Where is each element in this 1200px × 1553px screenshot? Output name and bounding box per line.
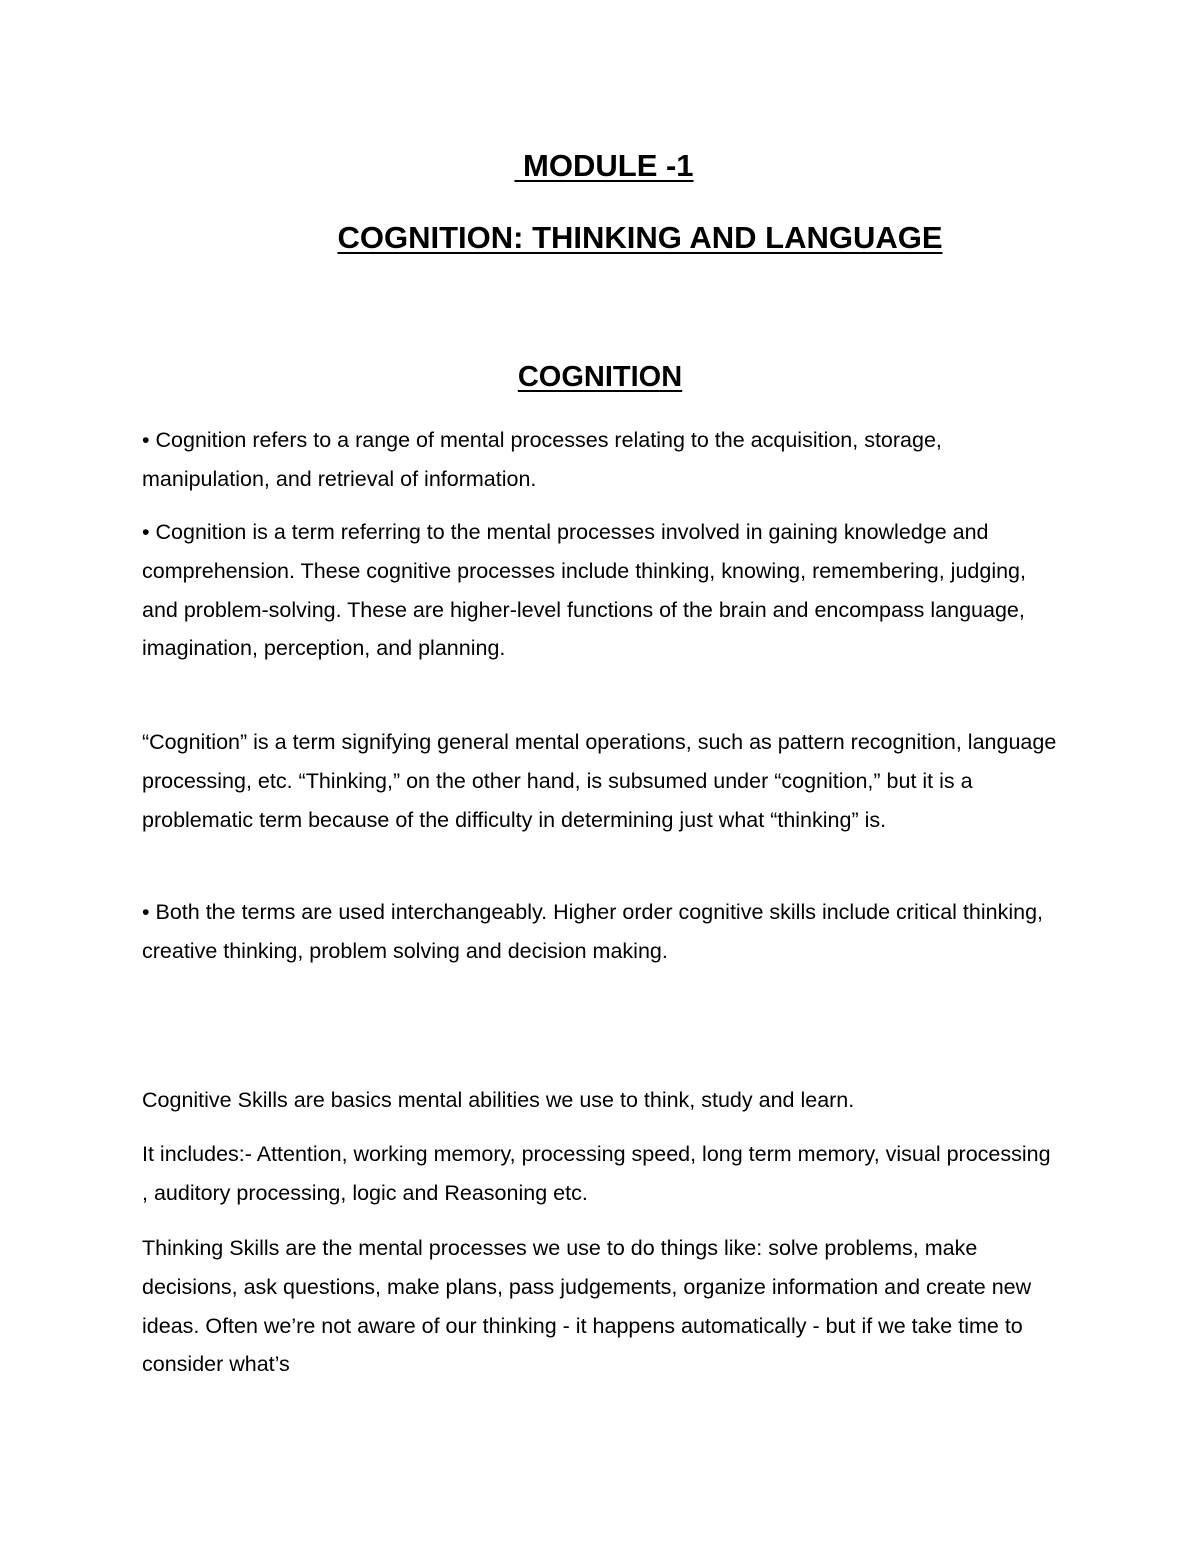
paragraph-cognitive-skills: Cognitive Skills are basics mental abilities we use to think, study and learn. [142, 1088, 855, 1112]
paragraph-cognitive-skills-list: It includes:- Attention, working memory, processing speed, long term memory, visual processing , auditory processing, logic and Reasoning etc. [142, 1142, 1051, 1205]
paragraph-cognition-processes: • Cognition is a term referring to the mental processes involved in gaining knowledge and comprehension. These cognitive processes include thinking, knowing, remembering, judging, and problem-solving. These are higher-level functions of the brain and encompass language, imagination, perception, and planning. [142, 520, 1026, 661]
paragraph-cognition-definition: • Cognition refers to a range of mental processes relating to the acquisition, storage, manipulation, and retrieval of information. [142, 428, 942, 491]
paragraph-higher-order-skills: • Both the terms are used interchangeably. Higher order cognitive skills include critical thinking, creative thinking, problem solving and decision making. [142, 900, 1044, 963]
section-heading-cognition: COGNITION [517, 361, 683, 393]
paragraph-thinking-skills: Thinking Skills are the mental processes we use to do things like: solve problems, make decisions, ask questions, make plans, pass judgements, organize information and create new ideas. Often we’re not aware of our thinking - it happens automatically - but if we take time to consider what’s [142, 1236, 1032, 1377]
module-heading: MODULE -1 [514, 148, 694, 183]
page-title: COGNITION: THINKING AND LANGUAGE [337, 220, 943, 255]
paragraph-cognition-vs-thinking: “Cognition” is a term signifying general mental operations, such as pattern recognition, language processing, etc. “Thinking,” on the other hand, is subsumed under “cognition,” but it is a problematic term because of the difficulty in determining just what “thinking” is. [142, 730, 1057, 832]
